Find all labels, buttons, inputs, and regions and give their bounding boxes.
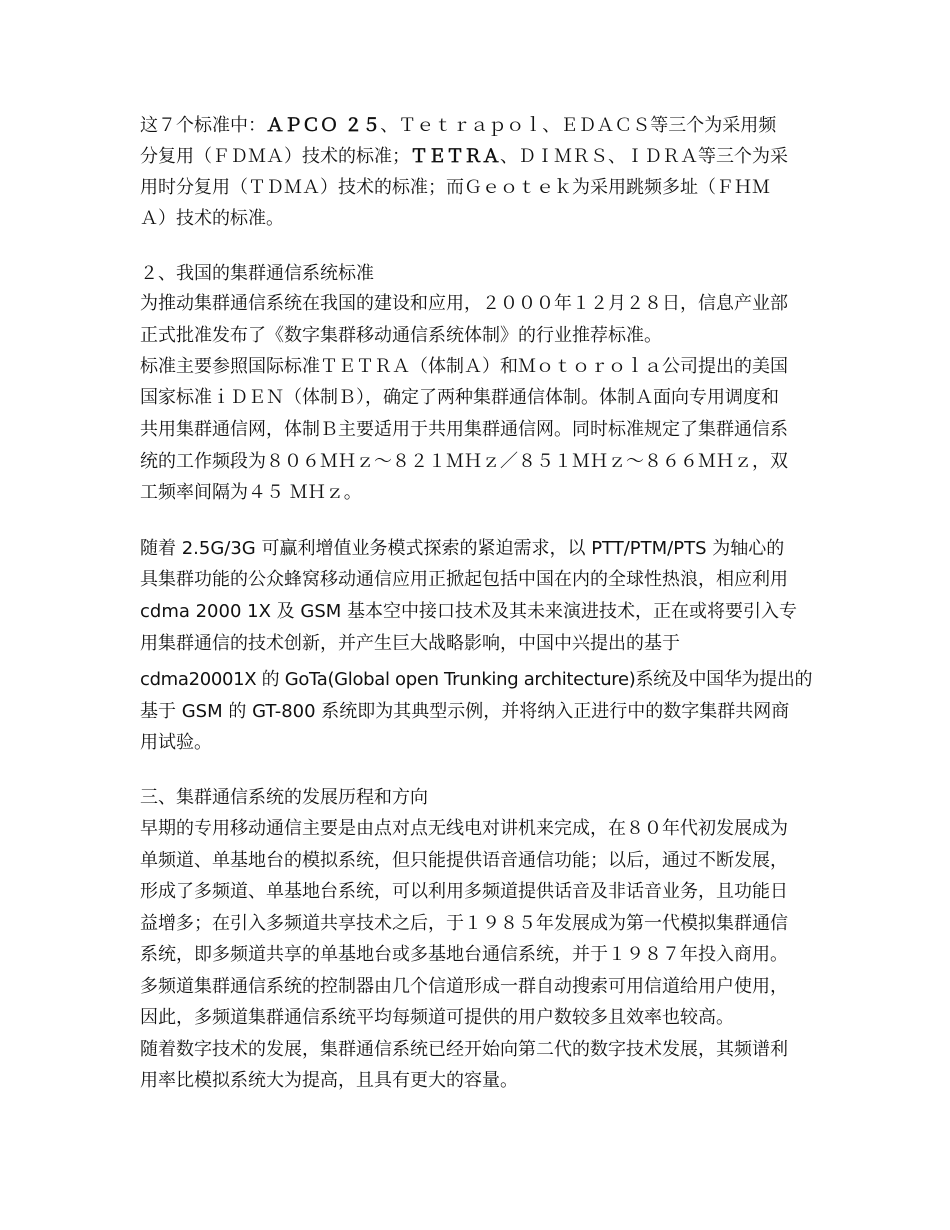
text-line: 统的工作频段为８０６ＭＨｚ～８２１ＭＨｚ／８５１ＭＨｚ～８６６ＭＨｚ，双 <box>140 451 788 472</box>
text-line <box>140 145 788 169</box>
text-line: 用试验。 <box>140 732 212 753</box>
text-run: 、Ｔｅｔｒａｐｏｌ、ＥＤＡＣＳ等三个为采用频 <box>380 115 777 136</box>
text-run: 分复用（ＦＤＭＡ）技术的标准； <box>140 146 410 167</box>
text-line: 具集群功能的公众蜂窝移动通信应用正掀起包括中国在内的全球性热浪，相应利用 <box>140 569 788 590</box>
text-line: 随着数字技术的发展，集群通信系统已经开始向第二代的数字技术发展，其频谱利 <box>140 1039 788 1060</box>
text-line: cdma 2000 1X 及 GSM 基本空中接口技术及其未来演进技术，正在或将要引入专 <box>140 601 797 622</box>
text-line <box>140 114 776 138</box>
text-line: 多频道集群通信系统的控制器由几个信道形成一群自动搜索可用信道给用户使用， <box>140 976 788 997</box>
text-line: 工频率间隔为４５ ＭＨｚ。 <box>140 482 362 503</box>
text-line: 基于 GSM 的 GT-800 系统即为其典型示例，并将纳入正进行中的数字集群共网商 <box>140 701 790 722</box>
text-line: 随着 2.5G/3G 可赢利增值业务模式探索的紧迫需求，以 PTT/PTM/PTS 为轴心的 <box>140 538 785 559</box>
bold-term-tetra: ＴＥＴＲＡ <box>410 146 500 167</box>
text-line: 共用集群通信网，体制Ｂ主要适用于共用集群通信网。同时标准规定了集群通信系 <box>140 419 788 440</box>
text-run: 、ＤＩＭＲＳ、ＩＤＲＡ等三个为采 <box>500 146 788 167</box>
text-line: 系统，即多频道共享的单基地台或多基地台通信系统，并于１９８７年投入商用。 <box>140 944 788 965</box>
text-line: Ａ）技术的标准。 <box>140 208 284 229</box>
text-line: 标准主要参照国际标准ＴＥＴＲＡ（体制Ａ）和Ｍｏｔｏｒｏｌａ公司提出的美国 <box>140 356 788 377</box>
section-heading: ２、我国的集群通信系统标准 <box>140 263 374 284</box>
text-line: 为推动集群通信系统在我国的建设和应用，２０００年１２月２８日，信息产业部 <box>140 293 788 314</box>
text-line: 益增多；在引入多频道共享技术之后，于１９８５年发展成为第一代模拟集群通信 <box>140 913 788 934</box>
text-line: 用集群通信的技术创新，并产生巨大战略影响，中国中兴提出的基于 <box>140 633 680 654</box>
text-line: 早期的专用移动通信主要是由点对点无线电对讲机来完成，在８０年代初发展成为 <box>140 818 788 839</box>
text-line: 国家标准ｉＤＥＮ（体制Ｂ），确定了两种集群通信体制。体制Ａ面向专用调度和 <box>140 387 779 408</box>
text-line: 单频道、单基地台的模拟系统，但只能提供语音通信功能；以后，通过不断发展， <box>140 850 788 871</box>
bold-term-apco25: ＡＰＣＯ ２５ <box>266 115 381 136</box>
text-line: cdma20001X 的 GoTa(Global open Trunking architecture)系统及中国华为提出的 <box>140 669 813 690</box>
section-heading: 三、集群通信系统的发展历程和方向 <box>140 787 428 808</box>
text-line: 正式批准发布了《数字集群移动通信系统体制》的行业推荐标准。 <box>140 325 662 346</box>
text-line: 形成了多频道、单基地台系统，可以利用多频道提供话音及非话音业务，且功能日 <box>140 881 788 902</box>
text-run: 这７个标准中： <box>140 115 266 136</box>
text-line: 因此，多频道集群通信系统平均每频道可提供的用户数较多且效率也较高。 <box>140 1007 734 1028</box>
text-line: 用率比模拟系统大为提高，且具有更大的容量。 <box>140 1070 518 1091</box>
text-line: 用时分复用（ＴＤＭＡ）技术的标准；而Ｇｅｏｔｅｋ为采用跳频多址（ＦＨＭ <box>140 177 770 198</box>
